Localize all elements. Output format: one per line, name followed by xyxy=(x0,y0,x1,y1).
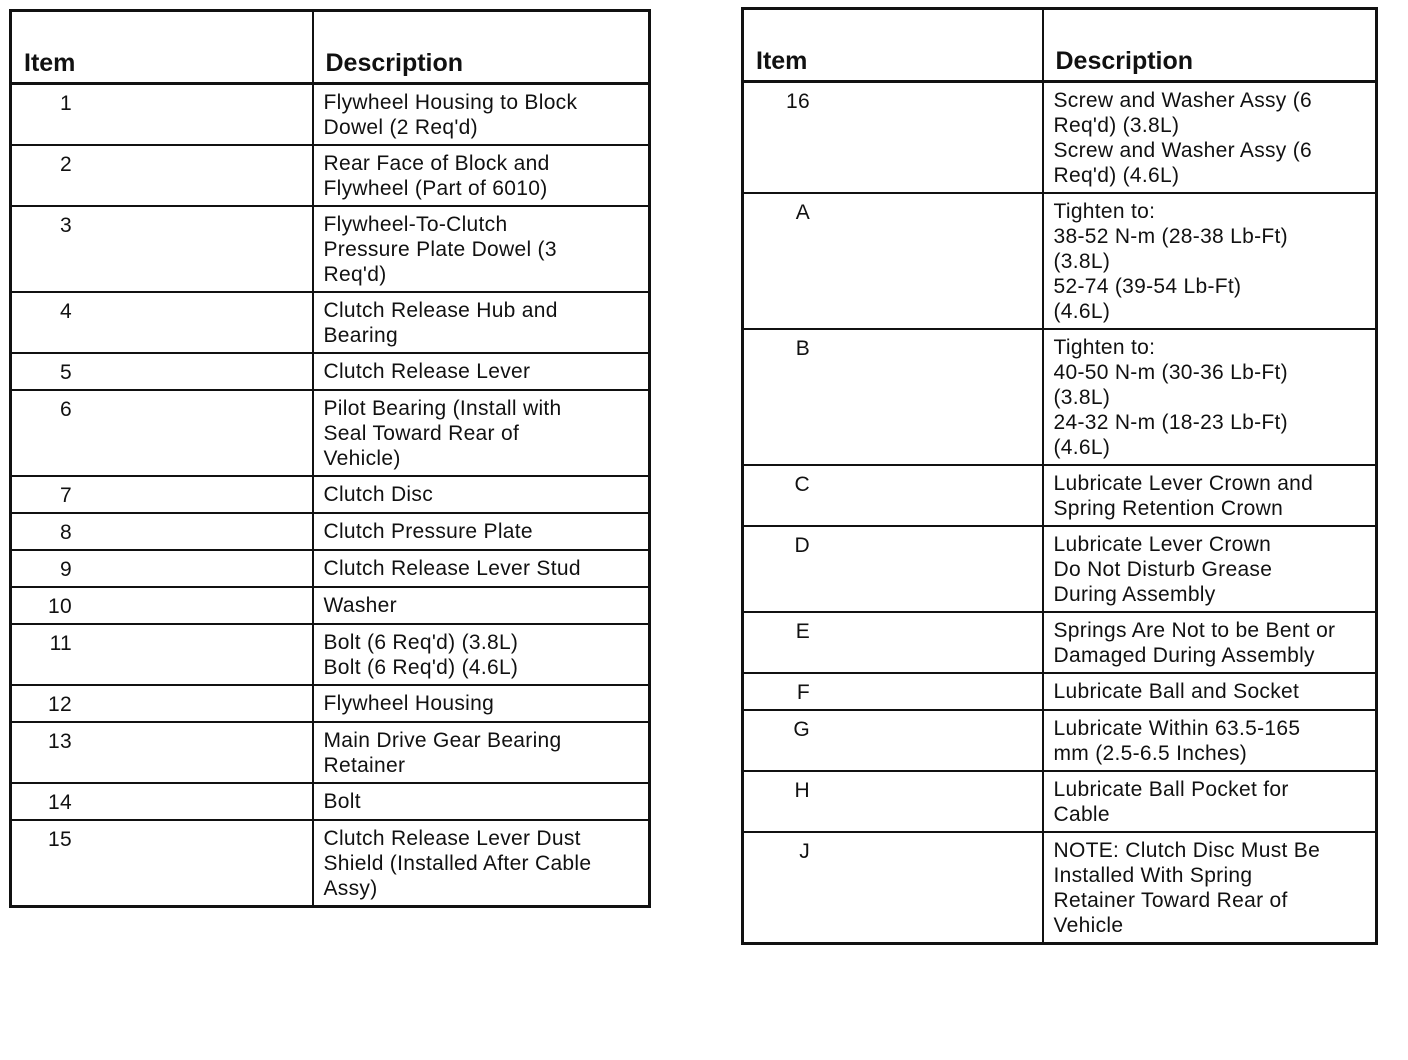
item-number: B xyxy=(795,337,810,360)
item-number: 4 xyxy=(60,300,72,323)
description-cell xyxy=(313,722,650,783)
table-row xyxy=(11,292,650,353)
description-line: Lubricate Lever Crown xyxy=(1053,533,1272,556)
description-line: mm (2.5-6.5 Inches) xyxy=(1053,742,1248,765)
table-row xyxy=(11,390,650,476)
description-cell xyxy=(1043,329,1377,465)
description-line: Damaged During Assembly xyxy=(1053,644,1315,667)
description-line: 24-32 N-m (18-23 Lb-Ft) xyxy=(1053,411,1288,434)
description-cell xyxy=(1043,771,1377,832)
description-cell xyxy=(313,292,650,353)
item-number: 9 xyxy=(60,558,72,581)
description-line: Shield (Installed After Cable xyxy=(323,852,592,875)
description-line: Installed With Spring xyxy=(1053,864,1253,887)
description-line: Tighten to: xyxy=(1053,200,1156,223)
description-line: Lubricate Within 63.5-165 xyxy=(1053,717,1301,740)
item-number: 12 xyxy=(48,693,72,716)
table-row xyxy=(11,624,650,685)
table-row xyxy=(11,145,650,206)
description-line: Bolt (6 Req'd) (3.8L) xyxy=(323,631,519,654)
description-cell xyxy=(313,820,650,907)
item-cell xyxy=(11,292,313,353)
item-number: 10 xyxy=(48,595,72,618)
item-cell xyxy=(11,353,313,390)
item-number: 3 xyxy=(60,214,72,237)
description-cell xyxy=(313,206,650,292)
description-line: Req'd) (4.6L) xyxy=(1053,164,1180,187)
item-cell xyxy=(743,771,1043,832)
table-row xyxy=(11,722,650,783)
item-column-header: Item xyxy=(743,9,1043,82)
item-cell xyxy=(743,673,1043,710)
description-line: 40-50 N-m (30-36 Lb-Ft) xyxy=(1053,361,1288,384)
item-cell xyxy=(11,685,313,722)
table-row xyxy=(743,673,1377,710)
item-cell xyxy=(11,476,313,513)
item-cell xyxy=(11,820,313,907)
item-number: 15 xyxy=(48,828,72,851)
item-cell xyxy=(743,526,1043,612)
table-row xyxy=(743,526,1377,612)
description-line: Do Not Disturb Grease xyxy=(1053,558,1273,581)
item-cell xyxy=(743,465,1043,526)
description-cell xyxy=(313,145,650,206)
item-number: D xyxy=(794,534,810,557)
description-line: Seal Toward Rear of xyxy=(323,422,520,445)
table-row xyxy=(11,476,650,513)
description-line: Retainer Toward Rear of xyxy=(1053,889,1288,912)
item-cell xyxy=(11,587,313,624)
description-cell xyxy=(313,624,650,685)
item-number: 6 xyxy=(60,398,72,421)
item-cell xyxy=(11,550,313,587)
item-cell xyxy=(11,783,313,820)
description-line: Clutch Release Hub and xyxy=(323,299,558,322)
item-cell xyxy=(743,82,1043,194)
description-cell xyxy=(313,84,650,146)
description-cell xyxy=(313,685,650,722)
description-cell xyxy=(1043,82,1377,194)
description-cell xyxy=(1043,612,1377,673)
description-cell xyxy=(1043,193,1377,329)
table-row xyxy=(743,771,1377,832)
description-line: Rear Face of Block and xyxy=(323,152,550,175)
item-number: 11 xyxy=(49,632,72,655)
description-line: Tighten to: xyxy=(1053,336,1156,359)
item-number: F xyxy=(796,681,810,704)
description-line: Washer xyxy=(323,594,397,617)
description-cell xyxy=(313,513,650,550)
description-line: Clutch Release Lever Stud xyxy=(323,557,581,580)
item-cell xyxy=(743,710,1043,771)
item-cell xyxy=(11,206,313,292)
description-line: 52-74 (39-54 Lb-Ft) xyxy=(1053,275,1242,298)
item-cell xyxy=(743,329,1043,465)
item-number: H xyxy=(794,779,810,802)
table-row xyxy=(11,513,650,550)
description-line: Bolt xyxy=(323,790,361,813)
item-cell xyxy=(743,193,1043,329)
table-row xyxy=(11,206,650,292)
table-row xyxy=(743,329,1377,465)
item-number: 7 xyxy=(60,484,72,507)
description-line: Clutch Release Lever xyxy=(323,360,531,383)
description-line: Flywheel (Part of 6010) xyxy=(323,177,548,200)
description-cell xyxy=(313,390,650,476)
item-column-header: Item xyxy=(11,11,313,84)
table-row xyxy=(11,820,650,907)
description-cell xyxy=(1043,832,1377,944)
description-cell xyxy=(313,353,650,390)
item-cell xyxy=(743,612,1043,673)
description-line: Flywheel Housing xyxy=(323,692,495,715)
table-row xyxy=(11,353,650,390)
table-row xyxy=(743,193,1377,329)
description-line: Retainer xyxy=(323,754,406,777)
item-number: 8 xyxy=(60,521,72,544)
item-number: E xyxy=(795,620,810,643)
description-line: Bearing xyxy=(323,324,398,347)
table-header-row xyxy=(743,9,1377,82)
item-number: C xyxy=(794,473,810,496)
description-line: Clutch Release Lever Dust xyxy=(323,827,581,850)
description-line: Lubricate Lever Crown and xyxy=(1053,472,1314,495)
item-cell xyxy=(743,832,1043,944)
table-row xyxy=(743,82,1377,194)
description-line: Cable xyxy=(1053,803,1110,826)
description-line: Dowel (2 Req'd) xyxy=(323,116,478,139)
description-line: Screw and Washer Assy (6 xyxy=(1053,89,1313,112)
description-line: Vehicle) xyxy=(323,447,401,470)
description-line: 38-52 N-m (28-38 Lb-Ft) xyxy=(1053,225,1288,248)
description-cell xyxy=(1043,710,1377,771)
item-number: 1 xyxy=(60,92,72,115)
description-line: (4.6L) xyxy=(1053,300,1111,323)
table-row xyxy=(11,685,650,722)
item-cell xyxy=(11,624,313,685)
description-cell xyxy=(1043,673,1377,710)
description-line: Req'd) xyxy=(323,263,387,286)
description-line: Spring Retention Crown xyxy=(1053,497,1284,520)
item-cell xyxy=(11,513,313,550)
item-number: 14 xyxy=(48,791,72,814)
description-line: Flywheel-To-Clutch xyxy=(323,213,508,236)
table-row xyxy=(743,832,1377,944)
item-cell xyxy=(11,145,313,206)
description-cell xyxy=(313,550,650,587)
item-number: 2 xyxy=(60,153,72,176)
table-row xyxy=(743,710,1377,771)
description-line: Lubricate Ball and Socket xyxy=(1053,680,1300,703)
description-line: Pressure Plate Dowel (3 xyxy=(323,238,557,261)
item-number: 13 xyxy=(48,730,72,753)
table-row xyxy=(11,587,650,624)
parts-table-right xyxy=(741,7,1378,945)
description-line: Clutch Disc xyxy=(323,483,433,506)
description-line: NOTE: Clutch Disc Must Be xyxy=(1053,839,1321,862)
item-cell xyxy=(11,84,313,146)
description-line: Screw and Washer Assy (6 xyxy=(1053,139,1313,162)
description-line: (4.6L) xyxy=(1053,436,1111,459)
item-number: A xyxy=(795,201,810,224)
item-cell xyxy=(11,722,313,783)
table-row xyxy=(11,783,650,820)
description-line: Req'd) (3.8L) xyxy=(1053,114,1180,137)
description-cell xyxy=(313,587,650,624)
table-row xyxy=(11,84,650,146)
description-line: Pilot Bearing (Install with xyxy=(323,397,562,420)
description-line: Springs Are Not to be Bent or xyxy=(1053,619,1336,642)
description-cell xyxy=(313,476,650,513)
description-column-header: Description xyxy=(1043,9,1377,82)
description-line: Lubricate Ball Pocket for xyxy=(1053,778,1289,801)
description-column-header: Description xyxy=(313,11,650,84)
description-line: During Assembly xyxy=(1053,583,1216,606)
description-line: Assy) xyxy=(323,877,378,900)
description-line: Main Drive Gear Bearing xyxy=(323,729,562,752)
item-number: G xyxy=(793,718,810,741)
description-cell xyxy=(1043,526,1377,612)
item-cell xyxy=(11,390,313,476)
description-cell xyxy=(1043,465,1377,526)
item-number: 16 xyxy=(786,90,810,113)
description-line: Flywheel Housing to Block xyxy=(323,91,578,114)
table-row xyxy=(743,465,1377,526)
parts-table-left xyxy=(9,9,651,908)
description-line: Clutch Pressure Plate xyxy=(323,520,533,543)
description-line: Bolt (6 Req'd) (4.6L) xyxy=(323,656,519,679)
table-row xyxy=(743,612,1377,673)
description-cell xyxy=(313,783,650,820)
item-number: 5 xyxy=(60,361,72,384)
table-body xyxy=(743,82,1377,944)
table-row xyxy=(11,550,650,587)
table-body xyxy=(11,84,650,907)
description-line: (3.8L) xyxy=(1053,386,1111,409)
description-line: Vehicle xyxy=(1053,914,1124,937)
table-header-row xyxy=(11,11,650,84)
item-number: J xyxy=(799,840,810,863)
description-line: (3.8L) xyxy=(1053,250,1111,273)
